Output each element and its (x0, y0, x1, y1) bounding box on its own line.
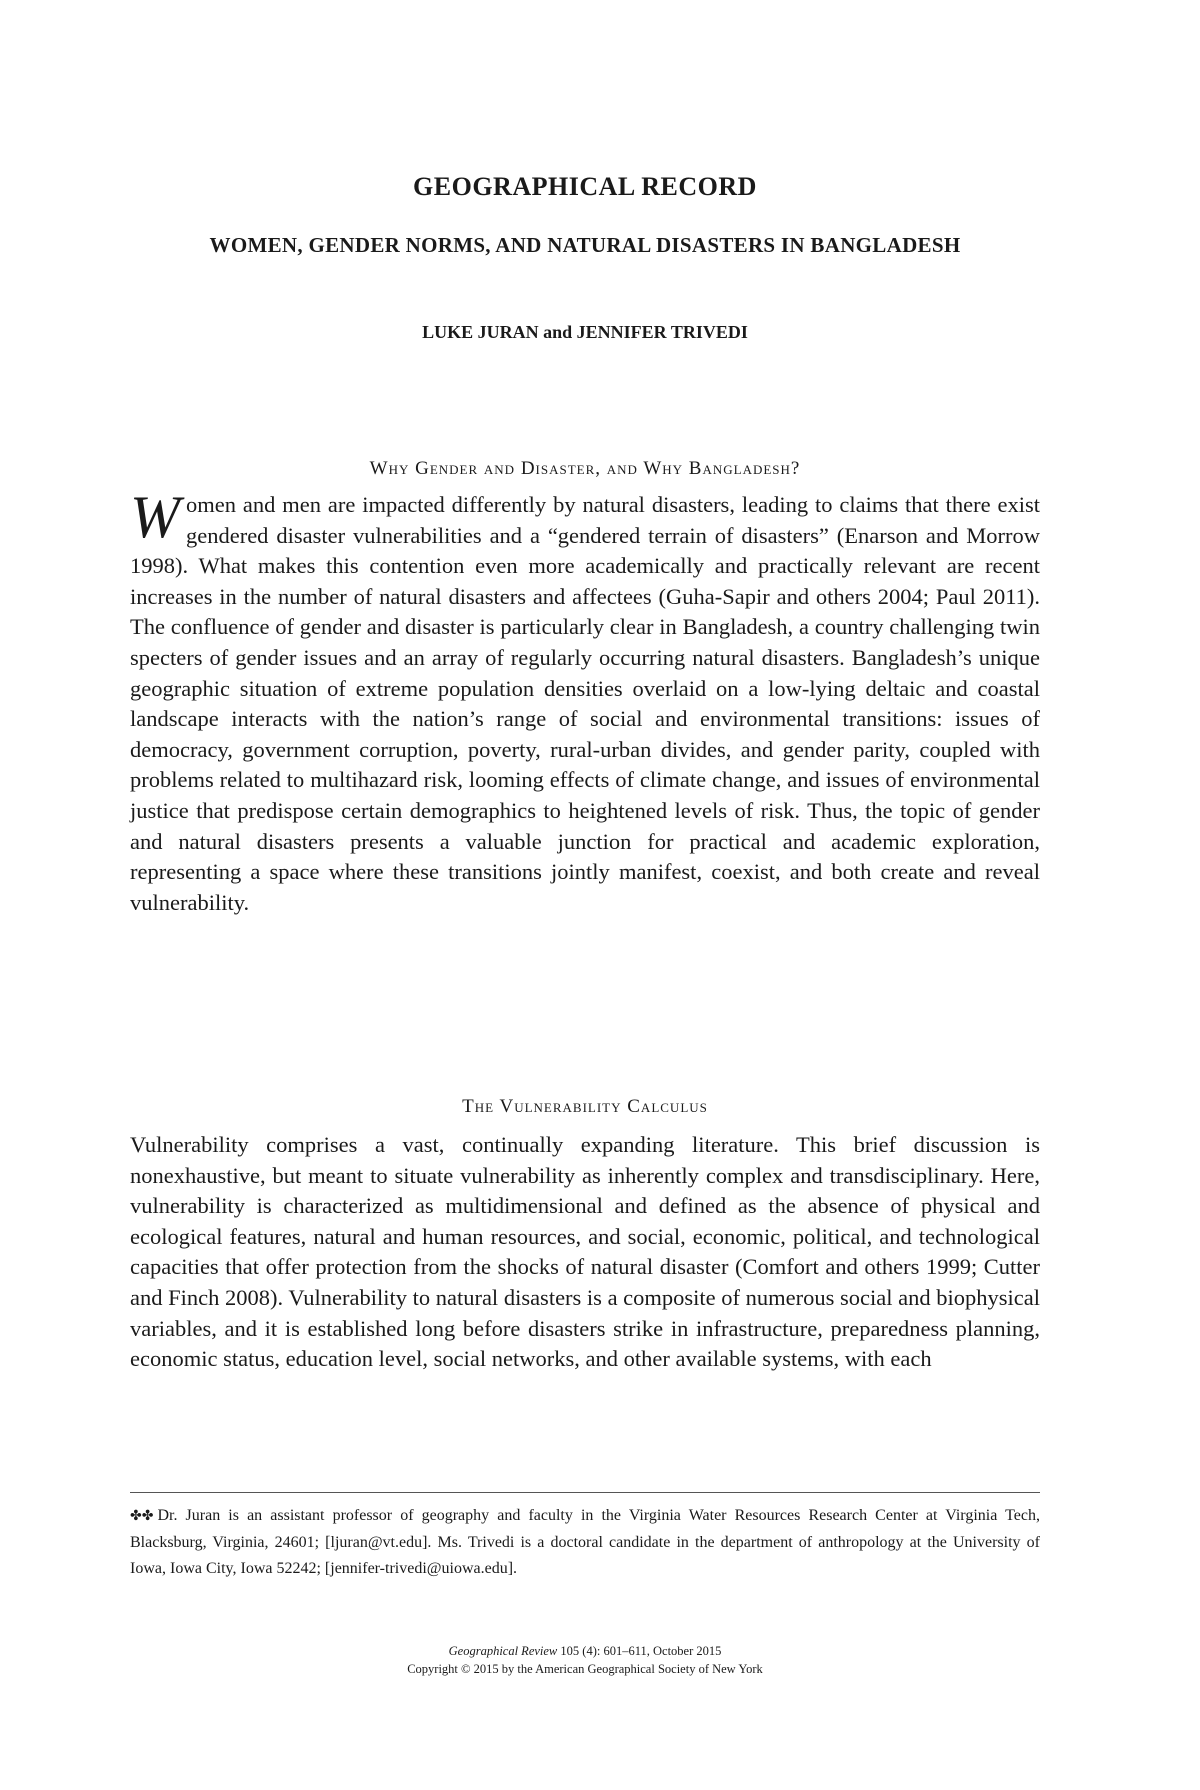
section-heading-vulnerability: The Vulnerability Calculus (462, 1096, 708, 1117)
journal-citation (130, 1644, 1040, 1659)
paragraph-vulnerability: Vulnerability comprises a vast, continually expanding literature. This brief discussion is nonexhaustive, but meant to situate vulnerability as inherently complex and transdisciplinary. Here, vulnerability is characterized as multidimensional and defined as the absence of physical and ecological features, natural and human resources, and social, economic, political, and technological capacities that offer protection from the shocks of natural disaster (Comfort and others 1999; Cutter and Finch 2008). Vulnerability to natural disasters is a composite of numerous social and biophysical variables, and it is established long before disasters strike in infrastructure, preparedness planning, economic status, education level, social networks, and other available systems, with each (130, 1132, 1040, 1372)
author-footnote (130, 1503, 1040, 1582)
citation-details: 105 (4): 601–611, October 2015 (560, 1644, 722, 1658)
footnote-text: Dr. Juran is an assistant professor of geography and faculty in the Virginia Water Resources Research Center at Virginia Tech, Blacksburg, Virginia, 24601; [ljuran@vt.edu]. Ms. Trivedi is a doctoral candidate in the department of anthropology at the University of Iowa, Iowa City, Iowa 52242; [jennifer-trivedi@uiowa.edu]. (130, 1507, 1040, 1577)
journal-name: Geographical Review (448, 1644, 558, 1658)
footnote-marker: ✤✤ (130, 1509, 154, 1524)
paragraph-intro-text: omen and men are impacted differently by natural disasters, leading to claims that there exist gendered disaster vulnerabilities and a “gendered terrain of disasters” (Enarson and Morrow 1998). What makes this contention even more academically and practically relevant are recent increases in the number of natural disasters and affectees (Guha-Sapir and others 2004; Paul 2011). The confluence of gender and disaster is particularly clear in Bangladesh, a country challenging twin specters of gender issues and an array of regularly occurring natural disasters. Bangladesh’s unique geographic situation of extreme population densities overlaid on a low-lying deltaic and coastal landscape interacts with the nation’s range of social and environmental transitions: issues of democracy, government corruption, poverty, rural-urban divides, and gender parity, coupled with problems related to multihazard risk, looming effects of climate change, and issues of environmental justice that predispose certain demographics to heightened levels of risk. Thus, the topic of gender and natural disasters presents a valuable junction for practical and academic exploration, representing a space where these transitions jointly manifest, coexist, and both create and reveal vulnerability. (130, 492, 1040, 915)
article-title: WOMEN, GENDER NORMS, AND NATURAL DISASTERS IN BANGLADESH (209, 233, 961, 257)
paragraph-intro (130, 484, 1040, 918)
copyright-notice: Copyright © 2015 by the American Geographical Society of New York (407, 1662, 763, 1676)
footnote-divider (130, 1492, 1040, 1493)
section-heading-why-gender: Why Gender and Disaster, and Why Bangladesh? (369, 458, 801, 479)
section-label: GEOGRAPHICAL RECORD (413, 172, 757, 201)
author-names: LUKE JURAN and JENNIFER TRIVEDI (422, 322, 748, 342)
drop-cap: W (130, 484, 180, 550)
